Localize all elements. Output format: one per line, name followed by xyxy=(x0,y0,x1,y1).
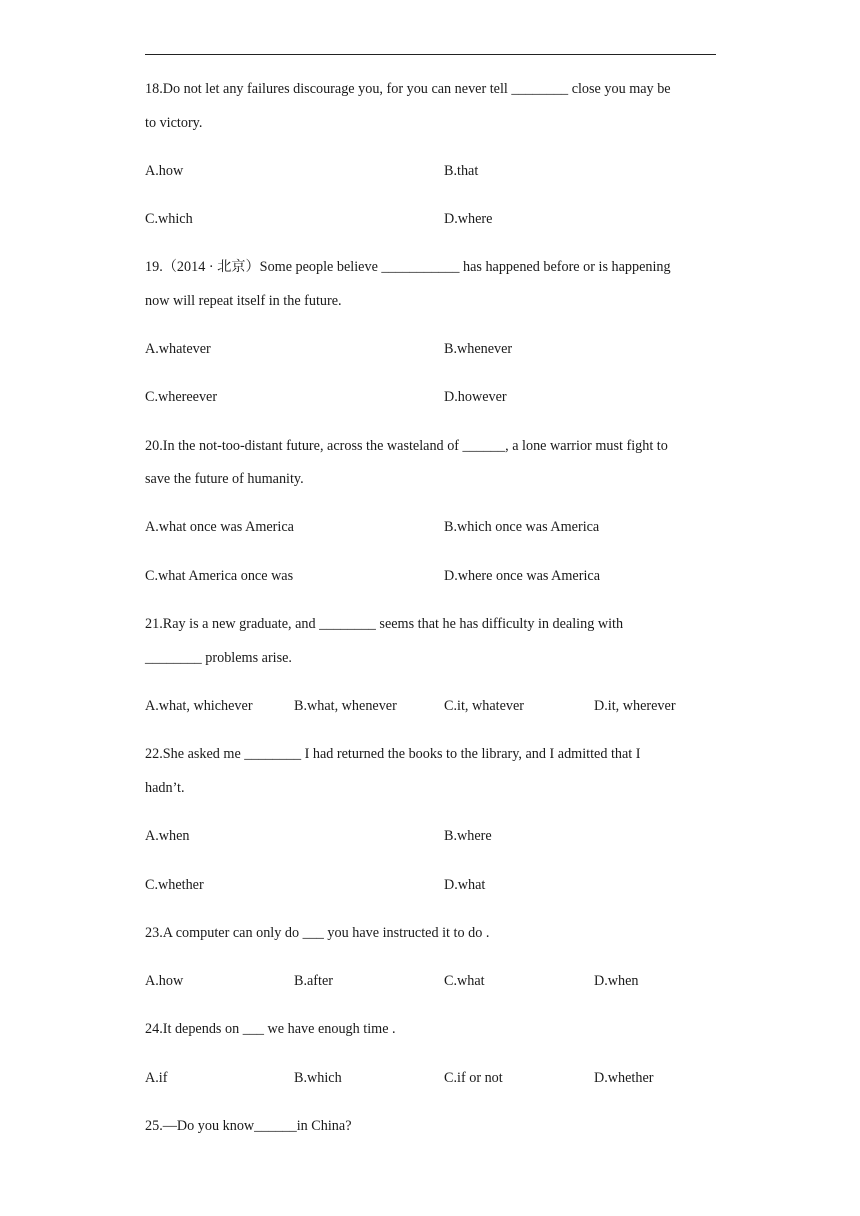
question-18-option-a[interactable]: A.how xyxy=(145,163,184,179)
question-20-stem-line-2: save the future of humanity. xyxy=(145,471,304,487)
question-24-option-a[interactable]: A.if xyxy=(145,1070,168,1086)
question-24-option-d[interactable]: D.whether xyxy=(594,1070,654,1086)
question-24-option-b[interactable]: B.which xyxy=(294,1070,342,1086)
question-23-stem-line-1: 23.A computer can only do ___ you have instructed it to do . xyxy=(145,925,490,941)
question-23-option-b[interactable]: B.after xyxy=(294,973,333,989)
question-23-option-a[interactable]: A.how xyxy=(145,973,184,989)
question-21-stem-line-2: ________ problems arise. xyxy=(145,650,292,666)
question-22-stem-line-2: hadn’t. xyxy=(145,780,185,796)
question-20-option-a[interactable]: A.what once was America xyxy=(145,519,294,535)
question-24-option-c[interactable]: C.if or not xyxy=(444,1070,503,1086)
question-18-stem-line-2: to victory. xyxy=(145,115,203,131)
question-19-stem-line-1: 19.（2014 · 北京）Some people believe ___________ has happened before or is happening xyxy=(145,259,671,275)
question-19-option-d[interactable]: D.however xyxy=(444,389,507,405)
question-18-option-d[interactable]: D.where xyxy=(444,211,493,227)
question-19-stem-line-2: now will repeat itself in the future. xyxy=(145,293,342,309)
question-22-stem-line-1: 22.She asked me ________ I had returned the books to the library, and I admitted that I xyxy=(145,746,641,762)
question-20-option-c[interactable]: C.what America once was xyxy=(145,568,294,584)
question-21-option-a[interactable]: A.what, whichever xyxy=(145,698,253,714)
question-22-option-c[interactable]: C.whether xyxy=(145,877,204,893)
question-24-stem-line-1: 24.It depends on ___ we have enough time . xyxy=(145,1021,396,1037)
question-22-option-d[interactable]: D.what xyxy=(444,877,486,893)
question-22-option-b[interactable]: B.where xyxy=(444,828,492,844)
question-23-option-d[interactable]: D.when xyxy=(594,973,639,989)
question-22-option-a[interactable]: A.when xyxy=(145,828,190,844)
question-18-option-c[interactable]: C.which xyxy=(145,211,193,227)
question-19-option-c[interactable]: C.whereever xyxy=(145,389,218,405)
question-21-option-b[interactable]: B.what, whenever xyxy=(294,698,397,714)
question-19-option-a[interactable]: A.whatever xyxy=(145,341,211,357)
question-21-option-c[interactable]: C.it, whatever xyxy=(444,698,524,714)
question-20-option-d[interactable]: D.where once was America xyxy=(444,568,600,584)
question-21-option-d[interactable]: D.it, wherever xyxy=(594,698,676,714)
question-20-stem-line-1: 20.In the not-too-distant future, across the wasteland of ______, a lone warrior must fight to xyxy=(145,438,668,454)
question-21-stem-line-1: 21.Ray is a new graduate, and ________ seems that he has difficulty in dealing with xyxy=(145,616,624,632)
header-rule xyxy=(145,54,716,55)
question-18-stem-line-1: 18.Do not let any failures discourage you, for you can never tell ________ close you may be xyxy=(145,81,671,97)
question-18-option-b[interactable]: B.that xyxy=(444,163,479,179)
question-25-stem-line-1: 25.—Do you know______in China? xyxy=(145,1118,352,1134)
question-20-option-b[interactable]: B.which once was America xyxy=(444,519,600,535)
question-23-option-c[interactable]: C.what xyxy=(444,973,485,989)
question-19-option-b[interactable]: B.whenever xyxy=(444,341,513,357)
